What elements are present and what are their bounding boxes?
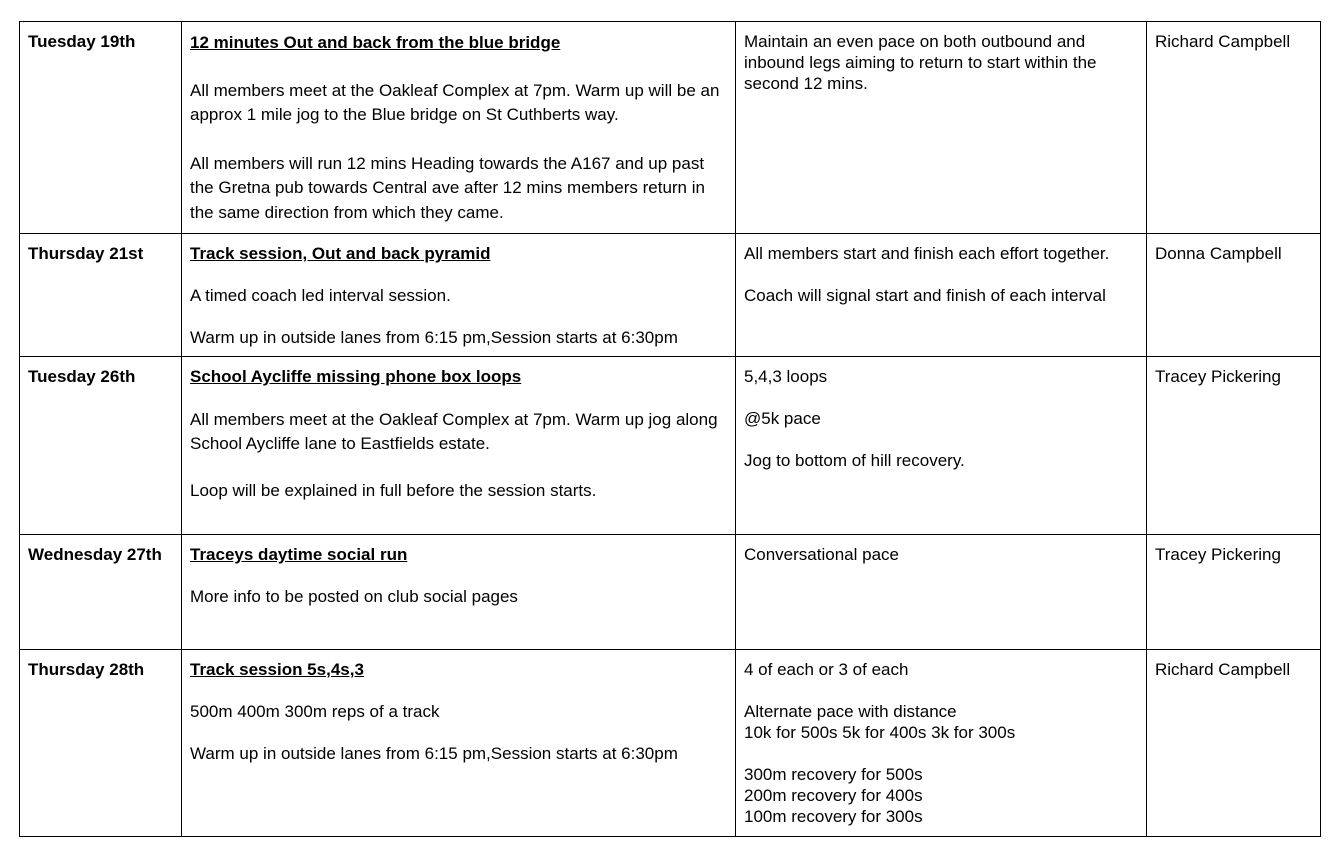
leader-cell: Tracey Pickering bbox=[1147, 357, 1321, 535]
notes-cell bbox=[736, 357, 1147, 535]
session-detail: All members meet at the Oakleaf Complex at 7pm. Warm up will be an approx 1 mile jog to the Blue bridge on St Cuthberts way. bbox=[190, 80, 720, 124]
session-detail: More info to be posted on club social pages bbox=[190, 587, 518, 606]
session-note: All members start and finish each effort together. bbox=[744, 244, 1110, 263]
session-detail: All members will run 12 mins Heading towards the A167 and up past the Gretna pub towards Central ave after 12 mins members return in the same direction from which they came. bbox=[190, 153, 705, 222]
session-cell bbox=[182, 234, 736, 357]
session-note bbox=[744, 701, 1138, 743]
session-detail: Loop will be explained in full before the session starts. bbox=[190, 481, 597, 500]
note-line: 300m recovery for 500s bbox=[744, 765, 923, 784]
session-detail: Warm up in outside lanes from 6:15 pm,Session starts at 6:30pm bbox=[190, 744, 678, 763]
notes-cell bbox=[736, 650, 1147, 837]
session-schedule-table bbox=[19, 21, 1321, 837]
session-detail: Warm up in outside lanes from 6:15 pm,Session starts at 6:30pm bbox=[190, 328, 678, 347]
session-title: School Aycliffe missing phone box loops bbox=[190, 367, 522, 386]
session-detail: 500m 400m 300m reps of a track bbox=[190, 702, 440, 721]
session-cell bbox=[182, 535, 736, 650]
leader-cell: Tracey Pickering bbox=[1147, 535, 1321, 650]
session-title: Track session, Out and back pyramid bbox=[190, 244, 491, 263]
table-row bbox=[20, 22, 1321, 234]
session-note: Maintain an even pace on both outbound and inbound legs aiming to return to start within the second 12 mins. bbox=[744, 32, 1097, 93]
note-line: 10k for 500s 5k for 400s 3k for 300s bbox=[744, 723, 1016, 742]
session-note: Jog to bottom of hill recovery. bbox=[744, 451, 965, 470]
notes-cell bbox=[736, 22, 1147, 234]
notes-cell bbox=[736, 535, 1147, 650]
session-note: 5,4,3 loops bbox=[744, 367, 828, 386]
session-title: Traceys daytime social run bbox=[190, 545, 408, 564]
session-title: Track session 5s,4s,3 bbox=[190, 660, 364, 679]
day-cell: Tuesday 26th bbox=[20, 357, 182, 535]
notes-cell bbox=[736, 234, 1147, 357]
day-cell: Tuesday 19th bbox=[20, 22, 182, 234]
note-line: 100m recovery for 300s bbox=[744, 807, 923, 826]
table-row bbox=[20, 234, 1321, 357]
day-cell: Wednesday 27th bbox=[20, 535, 182, 650]
session-detail: All members meet at the Oakleaf Complex at 7pm. Warm up jog along School Aycliffe lane to Eastfields estate. bbox=[190, 410, 718, 453]
session-cell bbox=[182, 357, 736, 535]
day-cell: Thursday 21st bbox=[20, 234, 182, 357]
session-note: Coach will signal start and finish of each interval bbox=[744, 286, 1106, 305]
session-detail: A timed coach led interval session. bbox=[190, 286, 451, 305]
table-row bbox=[20, 357, 1321, 535]
session-title: 12 minutes Out and back from the blue bridge bbox=[190, 33, 561, 52]
session-cell bbox=[182, 650, 736, 837]
session-note: @5k pace bbox=[744, 409, 821, 428]
session-note: 4 of each or 3 of each bbox=[744, 660, 909, 679]
session-note bbox=[744, 764, 1138, 827]
note-line: 200m recovery for 400s bbox=[744, 786, 923, 805]
note-line: Alternate pace with distance bbox=[744, 702, 957, 721]
session-note: Conversational pace bbox=[744, 545, 899, 564]
table-row bbox=[20, 535, 1321, 650]
leader-cell: Richard Campbell bbox=[1147, 22, 1321, 234]
leader-cell: Richard Campbell bbox=[1147, 650, 1321, 837]
day-cell: Thursday 28th bbox=[20, 650, 182, 837]
session-cell bbox=[182, 22, 736, 234]
leader-cell: Donna Campbell bbox=[1147, 234, 1321, 357]
table-row bbox=[20, 650, 1321, 837]
